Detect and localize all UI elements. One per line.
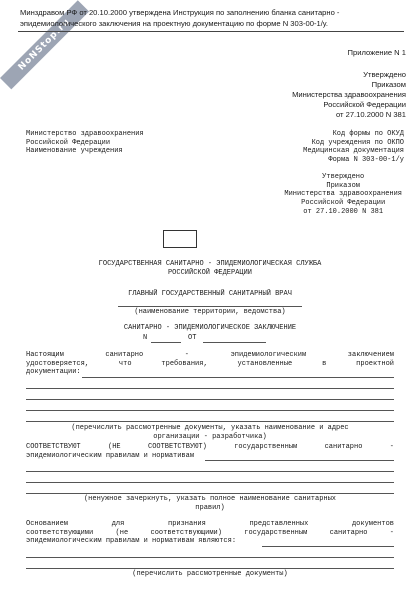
number-label: N <box>143 334 148 342</box>
basis-field-line[interactable] <box>262 546 394 547</box>
documents-field-line[interactable] <box>26 410 394 411</box>
paragraph-basis <box>26 520 394 546</box>
okpo-code-label: Код учреждения по ОКПО <box>311 138 404 147</box>
paragraph-line: Настоящим санитарно - эпидемиологическим заключением <box>26 351 394 359</box>
approval-line: Министерства здравоохранения <box>292 90 406 99</box>
approval-line: Российской Федерации <box>301 199 386 208</box>
header-note: Минздравом РФ от 20.10.2000 утверждена Инструкция по заполнению бланка санитарно - эпидемиологического заключения на проектную документацию по форме N 303-00-1/у. <box>20 8 340 28</box>
territory-caption: (наименование территории, ведомства) <box>134 308 286 316</box>
ministry-block <box>26 130 144 156</box>
rules-field-line[interactable] <box>26 482 394 483</box>
form-number-label: Форма N 303-00-1/у <box>328 156 404 165</box>
chief-doctor-title: ГЛАВНЫЙ ГОСУДАРСТВЕННЫЙ САНИТАРНЫЙ ВРАЧ <box>128 290 292 298</box>
number-field-line[interactable] <box>151 342 181 343</box>
stamp-box <box>163 230 197 248</box>
approval-line: Приказом <box>326 181 360 190</box>
approval-line: Утверждено <box>363 70 406 79</box>
documents-field-line[interactable] <box>26 421 394 422</box>
paragraph-requirements <box>26 351 394 377</box>
paragraph-compliance <box>26 443 394 460</box>
rules-field-line[interactable] <box>205 460 394 461</box>
ministry-line: Министерство здравоохранения <box>26 130 144 138</box>
service-title-line: РОССИЙСКОЙ ФЕДЕРАЦИИ <box>167 268 252 277</box>
service-title <box>0 260 420 277</box>
okud-code-label: Код формы по ОКУД <box>332 130 404 138</box>
appendix-label: Приложение N 1 <box>347 48 406 57</box>
basis-caption: (перечислить рассмотренные документы) <box>132 570 288 578</box>
approval-line: Российской Федерации <box>323 100 406 109</box>
service-title-line: ГОСУДАРСТВЕННАЯ САНИТАРНО - ЭПИДЕМИОЛОГИЧЕСКАЯ СЛУЖБА <box>98 260 322 268</box>
paragraph-line: эпидемиологическим правилам и нормативам <box>26 451 195 460</box>
rules-caption <box>0 495 420 512</box>
caption-line: организации - разработчика) <box>153 432 267 441</box>
conclusion-title: САНИТАРНО - ЭПИДЕМИОЛОГИЧЕСКОЕ ЗАКЛЮЧЕНИЕ <box>123 324 297 332</box>
paragraph-line: соответствующими (не соответствующими) государственным санитарно - <box>26 528 394 537</box>
paragraph-line: удостоверяется, что требования, установленные в проектной <box>26 359 394 368</box>
caption-line: (ненужное зачеркнуть, указать полное наименование санитарных <box>83 495 337 503</box>
caption-line: правил) <box>195 503 225 512</box>
paragraph-line: Основанием для признания представленных документов <box>26 520 394 528</box>
approval-block-top <box>292 70 406 120</box>
basis-field-line[interactable] <box>26 568 394 569</box>
basis-field-line[interactable] <box>26 557 394 558</box>
institution-name-label: Наименование учреждения <box>26 147 123 156</box>
header-divider <box>18 31 404 32</box>
medical-doc-label: Медицинская документация <box>303 147 404 156</box>
paragraph-line: СООТВЕТСТВУЮТ (НЕ СООТВЕТСТВУЮТ) государственным санитарно - <box>26 443 394 451</box>
watermark-logo: NoNStop.ru <box>0 0 89 89</box>
approval-block <box>284 173 402 217</box>
from-label: ОТ <box>188 334 197 342</box>
documents-caption <box>0 424 420 441</box>
caption-line: (перечислить рассмотренные документы, указать наименование и адрес <box>71 424 349 432</box>
approval-line: Министерства здравоохранения <box>284 190 402 199</box>
documents-field-line[interactable] <box>26 399 394 400</box>
documents-field-line[interactable] <box>26 388 394 389</box>
documents-field-line[interactable] <box>82 377 394 378</box>
approval-line: Приказом <box>371 80 406 89</box>
rules-field-line[interactable] <box>26 471 394 472</box>
territory-field-line[interactable] <box>118 306 302 307</box>
paragraph-line: документации: <box>26 368 81 377</box>
approval-line: от 27.10.2000 N 381 <box>303 207 384 216</box>
approval-line: Утверждено <box>322 173 365 181</box>
paragraph-line: эпидемиологическим правилам и нормативам являются: <box>26 537 237 546</box>
date-field-line[interactable] <box>203 342 266 343</box>
form-codes-block <box>303 130 404 165</box>
approval-line: от 27.10.2000 N 381 <box>335 110 406 119</box>
ministry-line: Российской Федерации <box>26 138 111 147</box>
rules-field-line[interactable] <box>26 493 394 494</box>
